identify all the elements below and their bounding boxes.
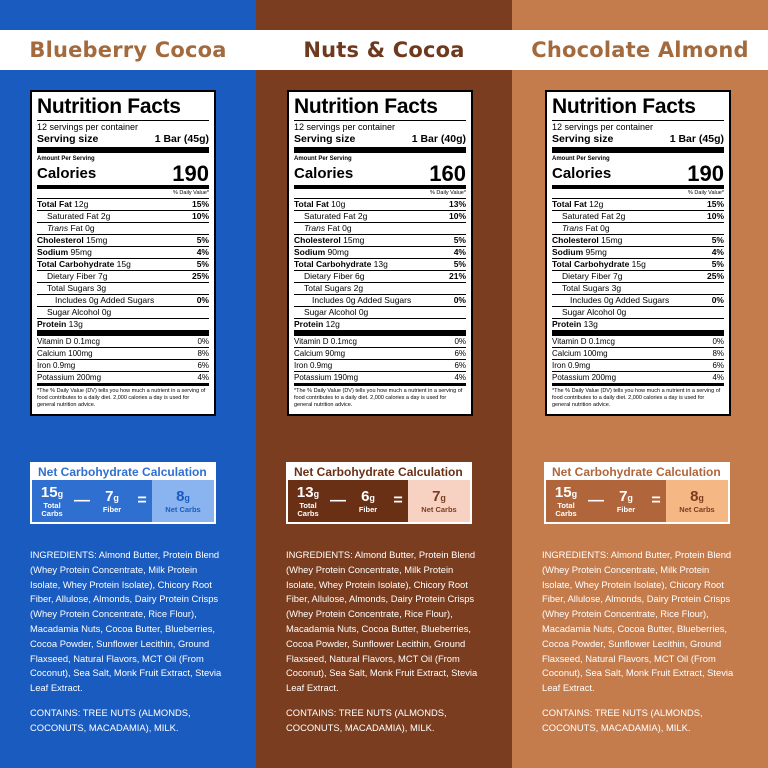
vitamin-name: Vitamin D 0.1mcg [37, 337, 100, 346]
nutrient-name: Total Sugars [562, 283, 610, 293]
nutrient-percent: 13% [448, 199, 466, 209]
nutrient-row [37, 271, 209, 283]
servings-per-container: 12 servings per container [552, 120, 724, 133]
net-carb-calculation [30, 462, 216, 524]
minus-sign: — [588, 492, 604, 509]
nutrient-percent: 5% [711, 259, 724, 269]
nutrient-amount: 15mg [86, 235, 108, 245]
serving-size-value: 1 Bar (45g) [669, 133, 724, 145]
vitamin-row [37, 336, 209, 348]
vitamin-row [294, 348, 466, 360]
nutrient-name: Total Fat [37, 199, 72, 209]
nutrient-amount: 95mg [585, 247, 607, 257]
nutrient-row [37, 223, 209, 235]
nutrient-row [37, 247, 209, 259]
nutrient-amount: 2g [357, 211, 368, 221]
serving-size-row [294, 133, 466, 153]
nutrient-amount: 3g [611, 283, 622, 293]
nutrient-name: Protein [37, 319, 67, 329]
nutrient-name: Total Carbohydrate [294, 259, 372, 269]
daily-value-footnote: *The % Daily Value (DV) tells you how much a nutrient in a serving of food contributes to a daily diet. 2,000 calories a day is used for general nutrition advice. [552, 388, 721, 408]
nutrient-amount: 2g [353, 283, 364, 293]
nutrient-percent: 5% [453, 259, 466, 269]
total-carbs-cell [546, 480, 586, 522]
nutrient-percent: 10% [191, 211, 209, 221]
nutrient-amount: 2g [615, 211, 626, 221]
nutrient-name: Sodium [37, 247, 69, 257]
nutrient-row [37, 235, 209, 247]
nutrient-name: Saturated Fat [47, 211, 99, 221]
nutrient-amount: 13g [583, 319, 598, 329]
nutrient-row [552, 211, 724, 223]
net-carb-title: Net Carbohydrate Calculation [288, 464, 470, 480]
ingredients-text: INGREDIENTS: Almond Butter, Protein Blend (Whey Protein Concentrate, Milk Protein Isolate, Whey Protein Isolate), Chicory Root Fiber, Allulose, Almonds, Dairy Protein Crisps (Whey Protein Concentrate, Rice Flour), Macadamia Nuts, Cocoa Butter, Blueberries, Cocoa Powder, Sunflower Lecithin, Ground Flaxseed, Natural Flavors, MCT Oil (From Coconut), Sea Salt, Monk Fruit Extract, Stevia Leaf Extract. [542, 549, 734, 694]
vitamin-name: Calcium 100mg [552, 349, 608, 358]
net-carbs-value: 8 [176, 487, 185, 505]
nutrient-name: Protein [294, 319, 324, 329]
nutrient-amount: Fat 0g [70, 223, 95, 233]
nutrient-percent: 5% [453, 235, 466, 245]
vitamin-row [294, 360, 466, 372]
fiber-value: 6 [361, 487, 370, 505]
ingredients-text: INGREDIENTS: Almond Butter, Protein Blend (Whey Protein Concentrate, Milk Protein Isolate, Whey Protein Isolate), Chicory Root Fiber, Allulose, Almonds, Dairy Protein Crisps (Whey Protein Concentrate, Rice Flour), Macadamia Nuts, Cocoa Butter, Blueberries, Cocoa Powder, Sunflower Lecithin, Ground Flaxseed, Natural Flavors, MCT Oil (From Coconut), Sea Salt, Monk Fruit Extract, Stevia Leaf Extract. [30, 549, 222, 694]
nutrient-name: Total Sugars [304, 283, 352, 293]
vitamin-name: Vitamin D 0.1mcg [552, 337, 615, 346]
nutrient-row [552, 271, 724, 283]
nutrient-amount: 3g [96, 283, 107, 293]
fiber-value: 7 [105, 487, 114, 505]
vitamin-name: Potassium 190mg [294, 373, 359, 382]
nutrient-percent: 0% [196, 295, 209, 305]
nutrient-percent: 25% [706, 271, 724, 281]
fiber-cell [606, 480, 646, 522]
nutrient-percent: 4% [453, 247, 466, 257]
net-carbs-label: Net Carbs [165, 504, 201, 514]
net-carbs-cell [408, 480, 470, 522]
total-carbs-unit: g [57, 488, 64, 499]
net-carb-equation [288, 480, 470, 522]
vitamin-name: Potassium 200mg [37, 373, 102, 382]
vitamin-percent: 4% [712, 373, 724, 382]
vitamin-row [552, 336, 724, 348]
nutrient-percent: 25% [191, 271, 209, 281]
nutrient-amount: 90mg [327, 247, 349, 257]
calories-row [37, 163, 209, 189]
fiber-cell [348, 480, 388, 522]
calories-label: Calories [294, 165, 354, 182]
net-carbs-cell [152, 480, 214, 522]
amount-per-serving: Amount Per Serving [37, 156, 95, 162]
nutrient-row [37, 283, 209, 295]
fiber-label: Fiber [102, 504, 122, 514]
serving-size-value: 1 Bar (45g) [154, 133, 209, 145]
nutrient-amount: 12g [325, 319, 340, 329]
nutrient-name: Dietary Fiber [304, 271, 353, 281]
vitamin-name: Calcium 90mg [294, 349, 346, 358]
servings-per-container: 12 servings per container [37, 120, 209, 133]
vitamin-percent: 0% [712, 337, 724, 346]
serving-size-row [552, 133, 724, 153]
vitamin-percent: 8% [197, 349, 209, 358]
net-carb-equation [546, 480, 728, 522]
calories-row [552, 163, 724, 189]
total-carbs-unit: g [313, 488, 320, 499]
product-column [0, 0, 256, 768]
nutrient-percent: 5% [196, 235, 209, 245]
nutrient-row [552, 283, 724, 295]
nutrient-percent: 15% [706, 199, 724, 209]
net-carbs-unit: g [698, 492, 704, 503]
nutrient-name: Includes 0g Added Sugars [55, 295, 155, 305]
servings-per-container: 12 servings per container [294, 120, 466, 133]
nutrient-name: Dietary Fiber [47, 271, 96, 281]
vitamin-row [294, 372, 466, 386]
net-carbs-value: 7 [432, 487, 441, 505]
nutrition-facts-title: Nutrition Facts [294, 95, 438, 118]
nutrient-row [294, 199, 466, 211]
total-carbs-value: 15 [40, 483, 58, 501]
vitamin-percent: 0% [454, 337, 466, 346]
total-carbs-value: 13 [296, 483, 314, 501]
nutrient-row [552, 199, 724, 211]
fiber-unit: g [627, 492, 633, 503]
nutrient-name: Total Sugars [47, 283, 95, 293]
fiber-cell [92, 480, 132, 522]
nutrient-percent: 21% [448, 271, 466, 281]
nutrient-name: Total Carbohydrate [37, 259, 115, 269]
nutrient-row [294, 283, 466, 295]
vitamin-percent: 6% [712, 361, 724, 370]
calories-row [294, 163, 466, 189]
allergen-statement: CONTAINS: TREE NUTS (ALMONDS, COCONUTS, MACADAMIA), MILK. [286, 707, 447, 733]
nutrient-row [294, 295, 466, 307]
daily-value-footnote: *The % Daily Value (DV) tells you how much a nutrient in a serving of food contributes to a daily diet. 2,000 calories a day is used for general nutrition advice. [294, 388, 463, 408]
net-carbs-label: Net Carbs [421, 504, 457, 514]
nutrient-amount: 15mg [343, 235, 365, 245]
nutrient-percent: 0% [711, 295, 724, 305]
nutrient-name: Sugar Alcohol [47, 307, 100, 317]
total-carbs-cell [32, 480, 72, 522]
vitamin-name: Potassium 200mg [552, 373, 617, 382]
net-carb-equation [32, 480, 214, 522]
nutrient-name: Cholesterol [37, 235, 84, 245]
nutrient-percent: 5% [711, 235, 724, 245]
nutrient-name: Includes 0g Added Sugars [312, 295, 412, 305]
nutrient-name: Saturated Fat [562, 211, 614, 221]
nutrient-amount: 15g [631, 259, 646, 269]
fiber-label: Fiber [616, 504, 636, 514]
nutrient-name: Sodium [294, 247, 326, 257]
vitamin-percent: 0% [197, 337, 209, 346]
nutrient-amount: 6g [355, 271, 365, 281]
product-title: Chocolate Almond [512, 30, 768, 70]
nutrient-amount: 13g [68, 319, 83, 329]
serving-size-row [37, 133, 209, 153]
nutrient-row [552, 259, 724, 271]
nutrient-percent: 4% [711, 247, 724, 257]
total-carbs-cell [288, 480, 328, 522]
calories-label: Calories [37, 165, 97, 182]
serving-size-value: 1 Bar (40g) [411, 133, 466, 145]
net-carb-title: Net Carbohydrate Calculation [32, 464, 214, 480]
nutrient-name: Sodium [552, 247, 584, 257]
daily-value-header: % Daily Value* [37, 189, 209, 199]
nutrient-row [37, 211, 209, 223]
nutrient-percent: 15% [191, 199, 209, 209]
nutrient-percent: 0% [453, 295, 466, 305]
nutrition-facts-title: Nutrition Facts [37, 95, 181, 118]
nutrient-name: Trans [562, 223, 584, 233]
nutrition-facts-title: Nutrition Facts [552, 95, 696, 118]
product-column [256, 0, 512, 768]
fiber-unit: g [369, 492, 375, 503]
net-carb-calculation [286, 462, 472, 524]
nutrient-row [552, 319, 724, 336]
net-carbs-unit: g [184, 492, 190, 503]
fiber-value: 7 [619, 487, 628, 505]
nutrient-row [294, 271, 466, 283]
nutrient-name: Trans [47, 223, 69, 233]
nutrient-row [37, 319, 209, 336]
nutrient-amount: 12g [589, 199, 604, 209]
total-carbs-label: Total Carbs [297, 500, 319, 518]
total-carbs-unit: g [571, 488, 578, 499]
nutrient-name: Cholesterol [294, 235, 341, 245]
allergen-statement: CONTAINS: TREE NUTS (ALMONDS, COCONUTS, MACADAMIA), MILK. [542, 707, 703, 733]
amount-per-serving: Amount Per Serving [294, 156, 352, 162]
nutrient-name: Dietary Fiber [562, 271, 611, 281]
nutrient-row [37, 199, 209, 211]
vitamin-percent: 4% [197, 373, 209, 382]
calories-label: Calories [552, 165, 612, 182]
vitamin-name: Vitamin D 0.1mcg [294, 337, 357, 346]
amount-per-serving: Amount Per Serving [552, 156, 610, 162]
vitamin-percent: 6% [454, 361, 466, 370]
nutrient-row [552, 295, 724, 307]
vitamin-name: Iron 0.9mg [37, 361, 76, 370]
nutrient-row [552, 247, 724, 259]
fiber-label: Fiber [358, 504, 378, 514]
serving-size-label: Serving size [552, 133, 614, 145]
serving-size-label: Serving size [37, 133, 99, 145]
nutrient-name: Includes 0g Added Sugars [570, 295, 670, 305]
nutrient-row [294, 223, 466, 235]
nutrient-percent: 10% [706, 211, 724, 221]
nutrient-amount: 10g [331, 199, 346, 209]
nutrient-name: Saturated Fat [304, 211, 356, 221]
nutrient-row [294, 319, 466, 336]
nutrient-percent: 5% [196, 259, 209, 269]
vitamin-row [552, 372, 724, 386]
nutrient-name: Cholesterol [552, 235, 599, 245]
equals-sign: = [393, 492, 403, 509]
nutrient-amount: 7g [613, 271, 623, 281]
daily-value-footnote: *The % Daily Value (DV) tells you how much a nutrient in a serving of food contributes to a daily diet. 2,000 calories a day is used for general nutrition advice. [37, 388, 206, 408]
nutrient-percent: 4% [196, 247, 209, 257]
vitamin-row [294, 336, 466, 348]
nutrient-amount: 0g [616, 307, 627, 317]
ingredients-text: INGREDIENTS: Almond Butter, Protein Blend (Whey Protein Concentrate, Milk Protein Isolate, Whey Protein Isolate), Chicory Root Fiber, Allulose, Almonds, Dairy Protein Crisps (Whey Protein Concentrate, Rice Flour), Macadamia Nuts, Cocoa Butter, Blueberries, Cocoa Powder, Sunflower Lecithin, Ground Flaxseed, Natural Flavors, MCT Oil (From Coconut), Sea Salt, Monk Fruit Extract, Stevia Leaf Extract. [286, 549, 478, 694]
net-carbs-cell [666, 480, 728, 522]
nutrient-row [294, 235, 466, 247]
nutrient-name: Sugar Alcohol [304, 307, 357, 317]
fiber-unit: g [113, 492, 119, 503]
minus-sign: — [330, 492, 346, 509]
nutrient-amount: 2g [100, 211, 111, 221]
nutrient-amount: Fat 0g [327, 223, 352, 233]
calories-value: 190 [687, 161, 724, 186]
nutrient-name: Total Carbohydrate [552, 259, 630, 269]
nutrient-row [294, 247, 466, 259]
vitamin-name: Iron 0.9mg [294, 361, 333, 370]
net-carbs-unit: g [440, 492, 446, 503]
equals-sign: = [137, 492, 147, 509]
net-carb-calculation [544, 462, 730, 524]
nutrient-name: Trans [304, 223, 326, 233]
nutrition-facts-label [545, 90, 731, 416]
nutrient-name: Total Fat [294, 199, 329, 209]
nutrient-name: Total Fat [552, 199, 587, 209]
vitamin-row [37, 372, 209, 386]
vitamin-row [552, 348, 724, 360]
nutrient-amount: 7g [98, 271, 108, 281]
nutrient-amount: 15g [116, 259, 131, 269]
nutrient-percent: 10% [448, 211, 466, 221]
nutrient-row [37, 307, 209, 319]
calories-value: 160 [429, 161, 466, 186]
vitamin-percent: 8% [712, 349, 724, 358]
nutrient-amount: 95mg [70, 247, 92, 257]
nutrient-amount: Fat 0g [585, 223, 610, 233]
product-title: Blueberry Cocoa [0, 30, 256, 70]
nutrient-row [294, 211, 466, 223]
nutrition-facts-label [287, 90, 473, 416]
nutrient-row [37, 295, 209, 307]
minus-sign: — [74, 492, 90, 509]
vitamin-row [552, 360, 724, 372]
allergen-statement: CONTAINS: TREE NUTS (ALMONDS, COCONUTS, MACADAMIA), MILK. [30, 707, 191, 733]
nutrient-amount: 0g [358, 307, 369, 317]
nutrient-name: Protein [552, 319, 582, 329]
product-column [512, 0, 768, 768]
equals-sign: = [651, 492, 661, 509]
nutrient-row [552, 223, 724, 235]
nutrient-amount: 13g [373, 259, 388, 269]
nutrient-row [552, 235, 724, 247]
nutrient-row [552, 307, 724, 319]
serving-size-label: Serving size [294, 133, 356, 145]
nutrient-row [294, 307, 466, 319]
nutrient-row [37, 259, 209, 271]
net-carb-title: Net Carbohydrate Calculation [546, 464, 728, 480]
vitamin-name: Iron 0.9mg [552, 361, 591, 370]
daily-value-header: % Daily Value* [552, 189, 724, 199]
total-carbs-value: 15 [554, 483, 572, 501]
net-carbs-label: Net Carbs [679, 504, 715, 514]
product-title: Nuts & Cocoa [256, 30, 512, 70]
calories-value: 190 [172, 161, 209, 186]
vitamin-row [37, 360, 209, 372]
nutrient-amount: 0g [101, 307, 112, 317]
total-carbs-label: Total Carbs [41, 500, 63, 518]
vitamin-percent: 6% [197, 361, 209, 370]
daily-value-header: % Daily Value* [294, 189, 466, 199]
net-carbs-value: 8 [690, 487, 699, 505]
vitamin-percent: 6% [454, 349, 466, 358]
nutrient-amount: 12g [74, 199, 89, 209]
vitamin-percent: 4% [454, 373, 466, 382]
nutrient-row [294, 259, 466, 271]
nutrient-name: Sugar Alcohol [562, 307, 615, 317]
nutrient-amount: 15mg [601, 235, 623, 245]
vitamin-row [37, 348, 209, 360]
vitamin-name: Calcium 100mg [37, 349, 93, 358]
total-carbs-label: Total Carbs [555, 500, 577, 518]
nutrition-facts-label [30, 90, 216, 416]
